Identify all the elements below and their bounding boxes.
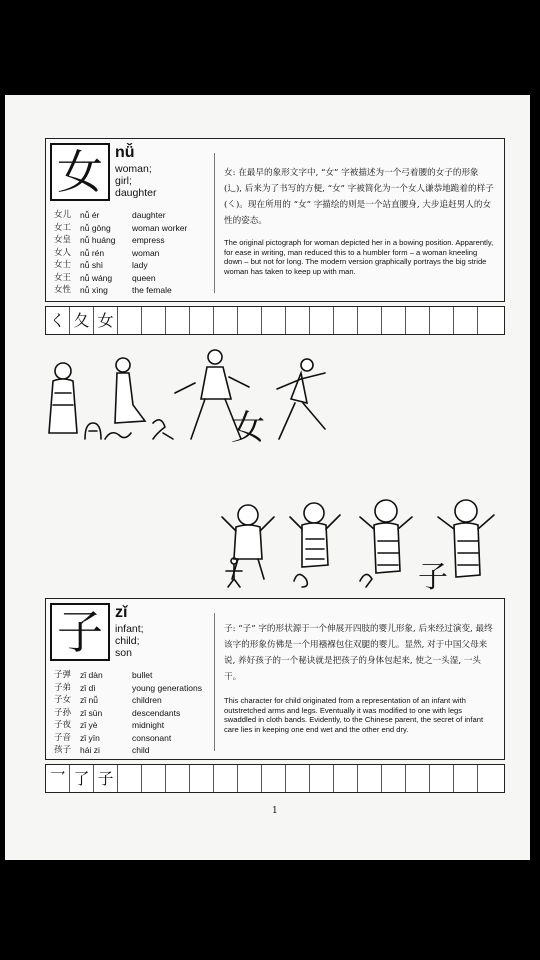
stroke-cell: 了: [70, 765, 94, 792]
practice-cell: [166, 765, 190, 792]
practice-cell: [214, 765, 238, 792]
english-explanation: This character for child originated from a representation of an infant with outstretched arms and legs. Eventually it was modified to one with legs swaddled in cloth bands. Evidently, to the Chinese parent, the secret of infant care lies in keeping one end wet and the other end dry.: [224, 696, 484, 734]
practice-cell: [310, 307, 334, 334]
meaning: woman; girl; daughter: [115, 163, 157, 199]
lesson-card-nu: [45, 138, 505, 302]
practice-cell: [382, 307, 406, 334]
vocab-list: [54, 669, 202, 757]
main-character: 女: [50, 143, 110, 201]
glyph-label: 女: [231, 408, 265, 448]
glyph-label: 子: [418, 560, 448, 590]
practice-cell: [478, 307, 501, 334]
stroke-cell: 子: [94, 765, 118, 792]
practice-cell: [430, 765, 454, 792]
practice-cell: [454, 765, 478, 792]
stroke-cell: 女: [94, 307, 118, 334]
chinese-explanation: 子: “子” 字的形状源于一个伸展开四肢的婴儿形象, 后来经过演变, 最终该字的形象仿佛是一个用襁褓包住双腿的婴儿。显然, 对于中国父母来说, 养好孩子的一个秘诀就是把孩子的身体包起来, 使之一头湿, 一头干。: [224, 624, 493, 682]
page-number: 1: [272, 806, 278, 816]
vocab-row: 子夜 zǐ yè midnight: [54, 720, 165, 730]
practice-cell: [142, 765, 166, 792]
practice-cell: [310, 765, 334, 792]
vocab-row: 女人 nǚ rén woman: [54, 247, 160, 258]
practice-cell: [334, 765, 358, 792]
stroke-cell: 夂: [70, 307, 94, 334]
practice-cell: [358, 765, 382, 792]
meaning: infant; child; son: [115, 623, 144, 659]
practice-cell: [382, 765, 406, 792]
english-explanation: The original pictograph for woman depicted her in a bowing position. Apparently, for ease in writing, man reduced this to a humbler form – a woman kneeling down – but not for long. The modern version graphically portrays the big stride woman has taken to keep up with man.: [224, 238, 494, 276]
vocab-list: [54, 209, 187, 297]
practice-cell: [118, 307, 142, 334]
child-evolution-illustration: [210, 495, 510, 590]
stroke-practice-grid: [45, 306, 505, 335]
vocab-row: 女儿 nǚ ér daughter: [54, 210, 166, 220]
stroke-practice-grid: [45, 764, 505, 793]
vocab-row: 子孙 zǐ sūn descendants: [54, 707, 181, 718]
lesson-card-zi: [45, 598, 505, 760]
vocab-row: 女皇 nǚ huáng empress: [54, 235, 165, 245]
vocab-row: 孩子 hái zi child: [54, 745, 150, 755]
vocab-row: 子女 zǐ nǚ children: [54, 695, 162, 705]
practice-cell: [334, 307, 358, 334]
vocab-row: 女士 nǚ shì lady: [54, 260, 148, 270]
practice-cell: [406, 307, 430, 334]
practice-cell: [454, 307, 478, 334]
practice-cell: [118, 765, 142, 792]
practice-cell: [190, 307, 214, 334]
practice-cell: [238, 765, 262, 792]
pinyin: nǚ: [115, 144, 135, 161]
stroke-cell: 乛: [46, 765, 70, 792]
practice-cell: [262, 307, 286, 334]
practice-cell: [166, 307, 190, 334]
column-divider: [214, 613, 215, 751]
practice-cell: [406, 765, 430, 792]
book-page: [5, 95, 530, 860]
practice-cell: [262, 765, 286, 792]
practice-cell: [286, 307, 310, 334]
chinese-explanation: 女: 在最早的象形文字中, “女” 字被描述为一个弓着腰的女子的形象 (⻌), 后来为了书写的方便, “女” 字被简化为一个女人谦恭地跪着的样子 (㇛)。现在所用的 “女” 字描绘的则是一个站直腰身, 大步追赶男人的女性的姿态。: [224, 168, 494, 226]
vocab-row: 女王 nǚ wáng queen: [54, 272, 156, 283]
vocab-row: 女性 nǚ xìng the female: [54, 285, 172, 295]
practice-cell: [286, 765, 310, 792]
pinyin: zǐ: [115, 604, 128, 621]
practice-cell: [478, 765, 501, 792]
practice-cell: [214, 307, 238, 334]
woman-evolution-illustration: [45, 343, 355, 453]
vocab-row: 子弹 zǐ dàn bullet: [54, 670, 153, 680]
practice-cell: [358, 307, 382, 334]
stroke-cell: く: [46, 307, 70, 334]
vocab-row: 女工 nǚ gōng woman worker: [54, 222, 188, 233]
practice-cell: [142, 307, 166, 334]
practice-cell: [238, 307, 262, 334]
vocab-row: 子音 zǐ yīn consonant: [54, 732, 172, 743]
column-divider: [214, 153, 215, 293]
practice-cell: [190, 765, 214, 792]
main-character: 子: [50, 603, 110, 661]
practice-cell: [430, 307, 454, 334]
vocab-row: 子弟 zǐ dì young generations: [54, 682, 202, 693]
